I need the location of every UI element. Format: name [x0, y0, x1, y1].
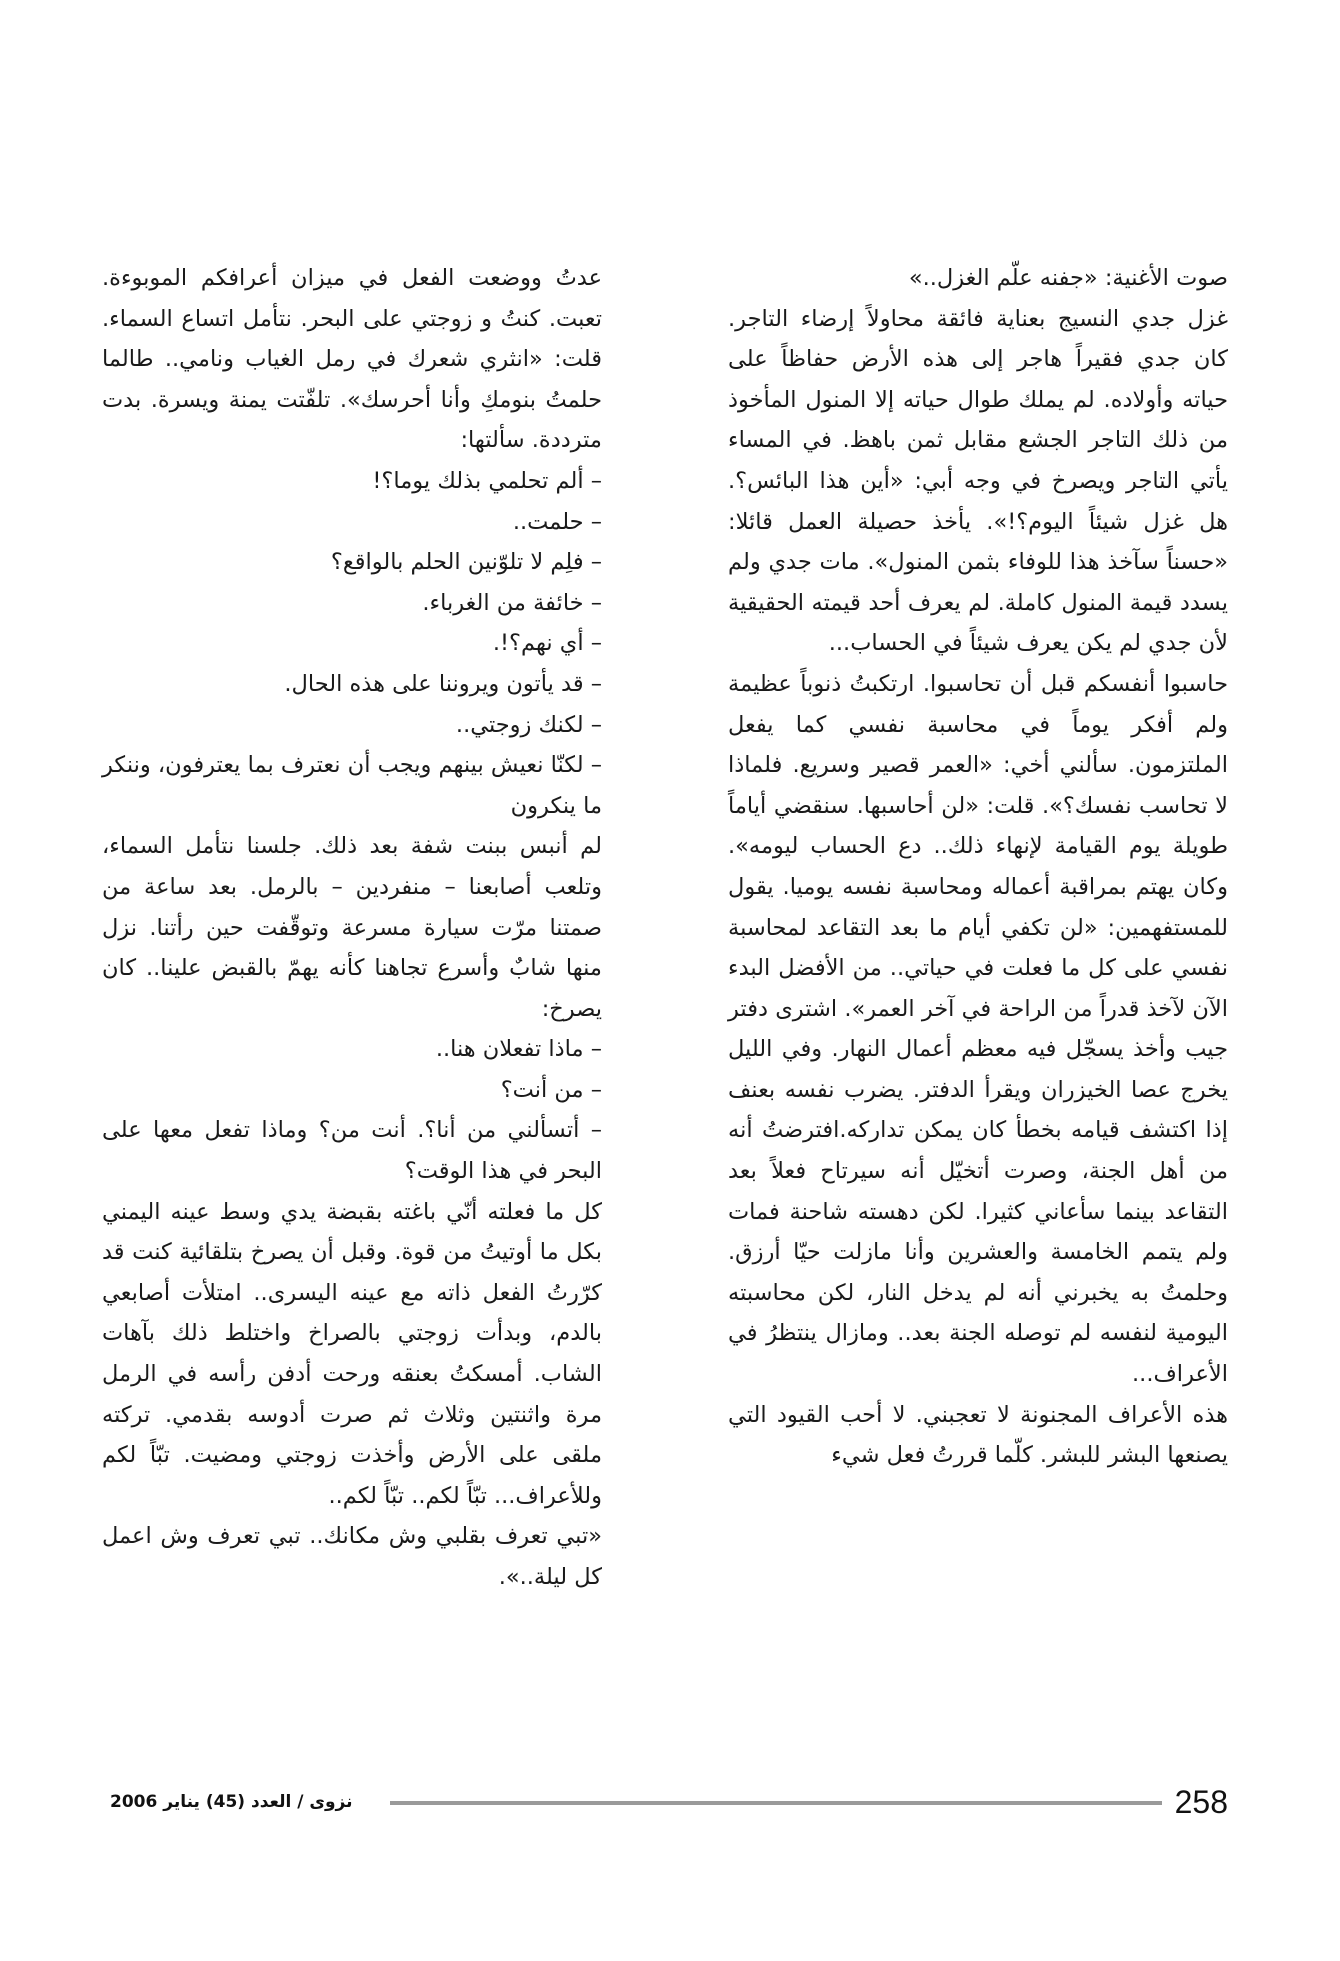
paragraph: «تبي تعرف بقلبي وش مكانك.. تبي تعرف وش اعمل كل ليلة..».	[102, 1523, 602, 1590]
dialogue-line: – خائفة من الغرباء.	[422, 589, 602, 616]
paragraph: صوت الأغنية: «جفنه علّم الغزل..»	[908, 265, 1228, 291]
dialogue-line: – فلِم لا تلوّنين الحلم بالواقع؟	[330, 549, 602, 576]
issue-info: نزوى / العدد (45) يناير 2006	[110, 1792, 353, 1812]
dialogue-line: – حلمت..	[512, 508, 602, 535]
paragraph: هذه الأعراف المجنونة لا تعجبني. لا أحب القيود التي يصنعها البشر للبشر. كلّما قررتُ فعل شيء	[728, 1401, 1228, 1469]
paragraph: كل ما فعلته أنّي باغته بقبضة يدي وسط عينه اليمني بكل ما أوتيتُ من قوة. وقبل أن يصرخ بتلقائية كنت قد كرّرتُ الفعل ذاته مع عينه اليسرى.. امتلأت أصابعي بالدم، وبدأت زوجتي بالصراخ واختلط ذلك بآهات الشاب. أمسكتُ بعنقه ورحت أدفن رأسه في الرمل مرة واثنتين وثلاث ثم صرت أدوسه بقدمي. تركته ملقى على الأرض وأخذت زوجتي ومضيت. تبّاً لكم وللأعراف... تبّاً لكم.. تبّاً لكم..	[102, 1198, 602, 1509]
dialogue-line: – لكنك زوجتي..	[455, 711, 602, 738]
dialogue-line: – أتسألني من أنا؟. أنت من؟ وماذا تفعل معها على البحر في هذا الوقت؟	[102, 1117, 602, 1185]
dialogue-line: – لكنّا نعيش بينهم ويجب أن نعترف بما يعترفون، وننكر ما ينكرون	[102, 752, 602, 819]
footer-divider	[390, 1801, 1162, 1805]
article-column-left	[102, 258, 602, 1598]
dialogue-line: – ماذا تفعلان هنا..	[435, 1036, 602, 1063]
paragraph: لم أنبس ببنت شفة بعد ذلك. جلسنا نتأمل السماء، وتلعب أصابعنا – منفردين – بالرمل. بعد ساعة من صمتنا مرّت سيارة مسرعة وتوقّفت حين رأتنا. نزل منها شابٌ وأسرع تجاهنا كأنه يهمّ بالقبض علينا.. كان يصرخ:	[102, 833, 602, 1022]
article-column-right	[728, 258, 1228, 1476]
paragraph: غزل جدي النسيج بعناية فائقة محاولاً إرضاء التاجر. كان جدي فقيراً هاجر إلى هذه الأرض حفاظاً على حياته وأولاده. لم يملك طوال حياته إلا المنول المأخوذ من ذلك التاجر الجشع مقابل ثمن باهظ. في المساء يأتي التاجر ويصرخ في وجه أبي: «أين هذا البائس؟. هل غزل شيئاً اليوم؟!». يأخذ حصيلة العمل قائلا: «حسناً سآخذ هذا للوفاء بثمن المنول». مات جدي ولم يسدد قيمة المنول كاملة. لم يعرف أحد قيمته الحقيقية لأن جدي لم يكن يعرف شيئاً في الحساب...	[728, 305, 1228, 657]
page-footer	[110, 1784, 1228, 1820]
dialogue-line: – قد يأتون ويروننا على هذه الحال.	[284, 670, 602, 697]
dialogue-line: – ألم تحلمي بذلك يوما؟!	[372, 467, 602, 494]
paragraph: حاسبوا أنفسكم قبل أن تحاسبوا. ارتكبتُ ذنوباً عظيمة ولم أفكر يوماً في محاسبة نفسي كما يفعل الملتزمون. سألني أخي: «العمر قصير وسريع. فلماذا لا تحاسب نفسك؟». قلت: «لن أحاسبها. سنقضي أياماً طويلة يوم القيامة لإنهاء ذلك.. دع الحساب ليومه». وكان يهتم بمراقبة أعماله ومحاسبة نفسه يوميا. يقول للمستفهمين: «لن تكفي أيام ما بعد التقاعد لمحاسبة نفسي على كل ما فعلت في حياتي.. من الأفضل البدء الآن لآخذ قدراً من الراحة في آخر العمر». اشترى دفتر جيب وأخذ يسجّل فيه معظم أعمال النهار. وفي الليل يخرج عصا الخيزران ويقرأ الدفتر. يضرب نفسه بعنف إذا اكتشف قيامه بخطأ كان يمكن تداركه.افترضتُ أنه من أهل الجنة، وصرت أتخيّل أنه سيرتاح فعلاً بعد التقاعد بينما سأعاني كثيرا. لكن دهسته شاحنة فمات ولم يتمم الخامسة والعشرين وأنا مازلت حيّا أرزق. وحلمتُ به يخبرني أنه لم يدخل النار، لكن محاسبته اليومية لنفسه لم توصله الجنة بعد.. ومازال ينتظرُ في الأعراف...	[728, 670, 1228, 1388]
paragraph: عدتُ ووضعت الفعل في ميزان أعرافكم الموبوءة. تعبت. كنتُ و زوجتي على البحر. نتأمل اتساع السماء. قلت: «انثري شعرك في رمل الغياب ونامي.. طالما حلمتُ بنومكِ وأنا أحرسك». تلفّتت يمنة ويسرة. بدت مترددة. سألتها:	[102, 265, 602, 454]
dialogue-line: – أي نهم؟!.	[492, 630, 602, 657]
dialogue-line: – من أنت؟	[500, 1076, 602, 1103]
page-number: 258	[1174, 1784, 1228, 1820]
